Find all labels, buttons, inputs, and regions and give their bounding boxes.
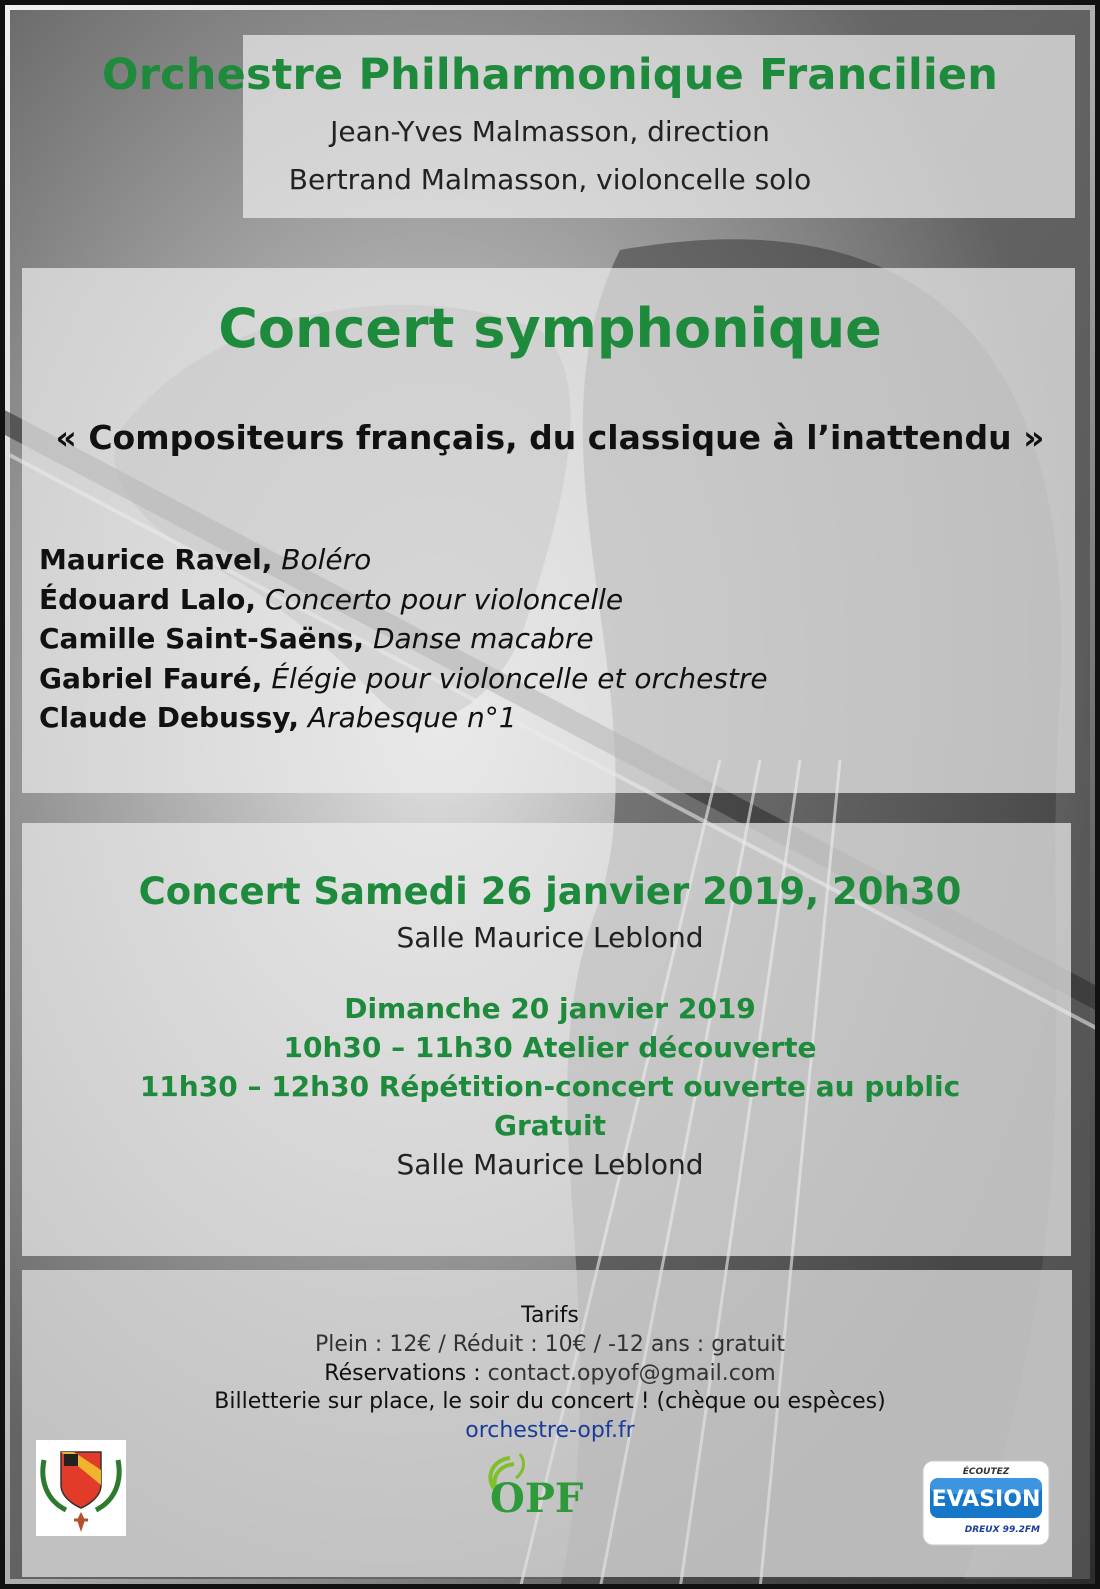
radio-name: EVASION <box>931 1487 1041 1512</box>
box-office-line: Billetterie sur place, le soir du concert ! (chèque ou espèces) <box>214 1389 886 1414</box>
open-day-venue: Salle Maurice Leblond <box>396 1148 704 1181</box>
work-title: Danse macabre <box>372 622 594 655</box>
composer-name: Gabriel Fauré, <box>39 661 263 695</box>
tarifs-heading: Tarifs <box>521 1303 579 1328</box>
concert-venue: Salle Maurice Leblond <box>396 921 704 954</box>
work-title: Boléro <box>281 543 372 576</box>
director-line: Jean-Yves Malmasson, direction <box>330 115 770 148</box>
soloist-line: Bertrand Malmasson, violoncelle solo <box>288 163 812 196</box>
open-day-date: Dimanche 20 janvier 2019 <box>344 992 756 1025</box>
orchestra-name: Orchestre Philharmonique Francilien <box>101 50 999 100</box>
program-item <box>39 698 768 738</box>
open-day-price: Gratuit <box>494 1109 606 1142</box>
program-list <box>39 540 768 738</box>
reservations-line <box>0 1361 1100 1386</box>
work-title: Arabesque n°1 <box>307 701 517 734</box>
opf-logo <box>480 1452 610 1518</box>
composer-name: Camille Saint-Saëns, <box>39 622 365 655</box>
open-day-repetition: 11h30 – 12h30 Répétition-concert ouverte au public <box>139 1070 961 1103</box>
radio-evasion-logo <box>922 1460 1050 1546</box>
composer-name: Maurice Ravel, <box>39 543 273 576</box>
open-day-atelier: 10h30 – 11h30 Atelier découverte <box>283 1031 817 1064</box>
program-item <box>39 580 768 620</box>
tarifs-prices: Plein : 12€ / Réduit : 10€ / -12 ans : gratuit <box>314 1332 786 1357</box>
radio-frequency: DREUX 99.2FM <box>964 1525 1040 1535</box>
program-item <box>39 659 768 699</box>
concert-subtitle: « Compositeurs français, du classique à l’inattendu » <box>55 418 1045 457</box>
concert-date: Concert Samedi 26 janvier 2019, 20h30 <box>138 870 962 913</box>
work-title: Concerto pour violoncelle <box>264 582 624 616</box>
program-item <box>39 619 768 659</box>
concert-title: Concert symphonique <box>218 297 882 360</box>
reservations-label: Réservations : <box>324 1361 481 1386</box>
work-title: Élégie pour violoncelle et orchestre <box>271 661 768 695</box>
city-crest-logo <box>36 1440 126 1536</box>
radio-listen-label: ÉCOUTEZ <box>962 1467 1010 1477</box>
composer-name: Claude Debussy, <box>39 701 300 734</box>
website-link[interactable]: orchestre-opf.fr <box>465 1418 635 1443</box>
opf-logo-text: OPF <box>490 1475 584 1518</box>
composer-name: Édouard Lalo, <box>39 582 257 616</box>
program-item <box>39 540 768 580</box>
reservations-email[interactable]: contact.opyof@gmail.com <box>487 1361 776 1386</box>
